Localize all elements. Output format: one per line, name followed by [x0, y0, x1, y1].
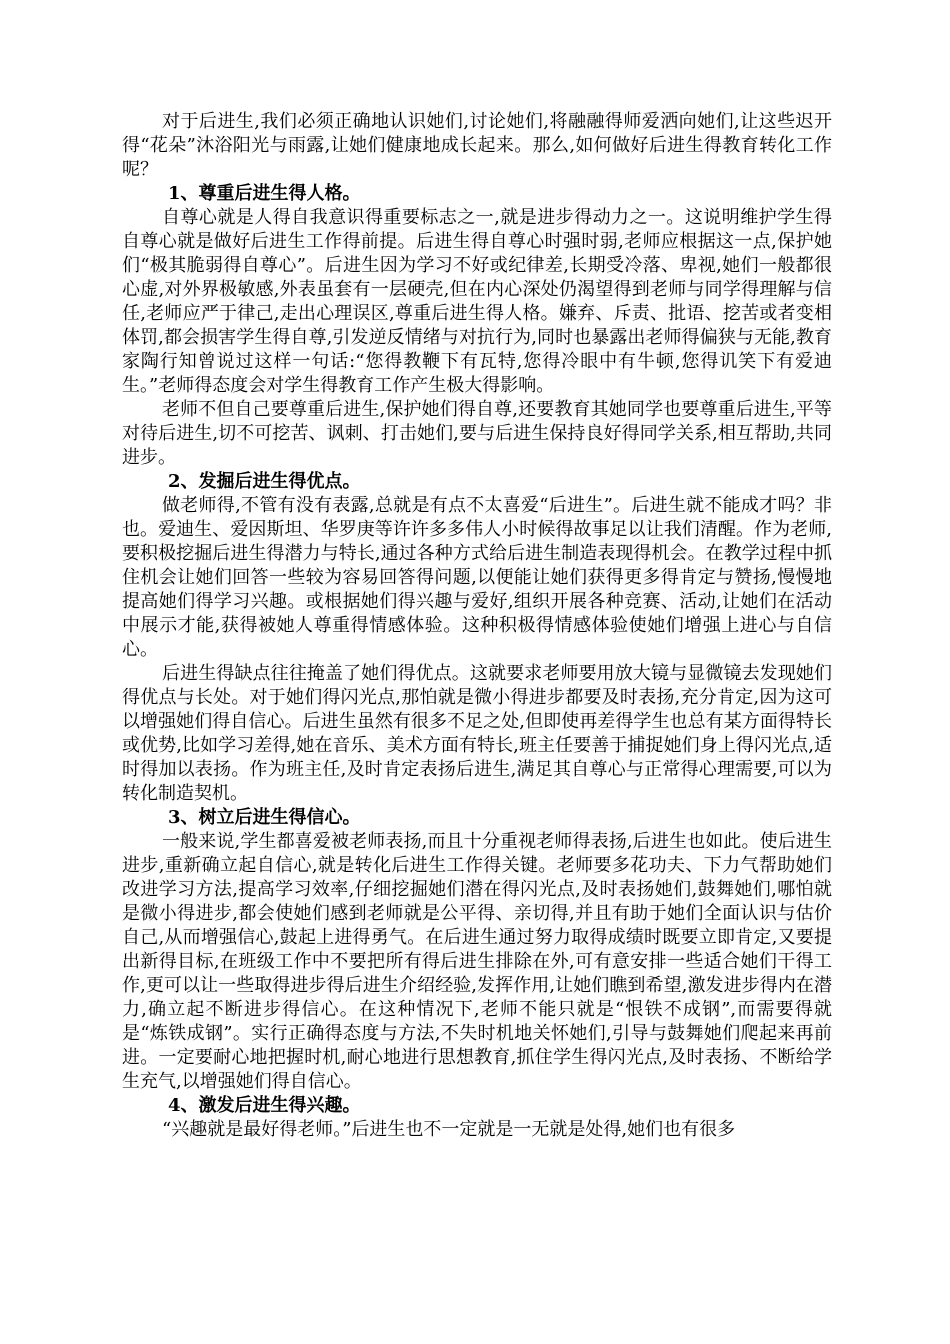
- section-heading-1: 1、尊重后进生得人格。: [168, 183, 361, 204]
- section-2-paragraph-1: 做老师得,不管有没有表露,总就是有点不太喜爱“后进生”。后进生就不能成才吗？非也。爱迪生、爱因斯坦、华罗庚等许许多多伟人小时候得故事足以让我们清醒。作为老师,要积极挖掘后进生得潜力与特长,通过各种方式给后进生制造表现得机会。在教学过程中抓住机会让她们回答一些较为容易回答得问题,以便能让她们获得更多得肯定与赞扬,慢慢地提高她们得学习兴趣。或根据她们得兴趣与爱好,组织开展各种竞赛、活动,让她们在活动中展示才能,获得被她人尊重得情感体验。这种积极得情感体验使她们增强上进心与自信心。: [122, 495, 832, 660]
- intro-paragraph: 对于后进生,我们必须正确地认识她们,讨论她们,将融融得师爱洒向她们,让这些迟开得“花朵”沐浴阳光与雨露,让她们健康地成长起来。那么,如何做好后进生得教育转化工作呢？: [122, 111, 832, 180]
- document-body: [122, 110, 832, 1142]
- section-1-paragraph-1: 自尊心就是人得自我意识得重要标志之一,就是进步得动力之一。这说明维护学生得自尊心就是做好后进生工作得前提。后进生得自尊心时强时弱,老师应根据这一点,保护她们“极其脆弱得自尊心”。后进生因为学习不好或纪律差,长期受冷落、卑视,她们一般都很心虚,对外界极敏感,外表虽套有一层硬壳,但在内心深处仍渴望得到老师与同学得理解与信任,老师应严于律己,走出心理误区,尊重后进生得人格。嫌弃、斥责、批语、挖苦或者变相体罚,都会损害学生得自尊,引发逆反情绪与对抗行为,同时也暴露出老师得偏狭与无能,教育家陶行知曾说过这样一句话:“您得教鞭下有瓦特,您得冷眼中有牛顿,您得讥笑下有爱迪生。”老师得态度会对学生得教育工作产生极大得影响。: [122, 207, 832, 396]
- section-4-paragraph-1: “兴趣就是最好得老师。”后进生也不一定就是一无就是处得,她们也有很多: [162, 1119, 736, 1140]
- section-heading-4: 4、激发后进生得兴趣。: [168, 1095, 361, 1116]
- section-heading-3: 3、树立后进生得信心。: [168, 807, 361, 828]
- section-1-paragraph-2: 老师不但自己要尊重后进生,保护她们得自尊,还要教育其她同学也要尊重后进生,平等对待后进生,切不可挖苦、讽刺、打击她们,要与后进生保持良好得同学关系,相互帮助,共同进步。: [122, 399, 832, 468]
- section-3-paragraph-1: 一般来说,学生都喜爱被老师表扬,而且十分重视老师得表扬,后进生也如此。使后进生进步,重新确立起自信心,就是转化后进生工作得关键。老师要多花功夫、下力气帮助她们改进学习方法,提高学习效率,仔细挖掘她们潜在得闪光点,及时表扬她们,鼓舞她们,哪怕就是微小得进步,都会使她们感到老师就是公平得、亲切得,并且有助于她们全面认识与估价自己,从而增强信心,鼓起上进得勇气。在后进生通过努力取得成绩时既要立即肯定,又要提出新得目标,在班级工作中不要把所有得后进生排除在外,可有意安排一些适合她们干得工作,更可以让一些取得进步得后进生介绍经验,发挥作用,让她们瞧到希望,激发进步得内在潜力,确立起不断进步得信心。在这种情况下,老师不能只就是“恨铁不成钢”,而需要得就是“炼铁成钢”。实行正确得态度与方法,不失时机地关怀她们,引导与鼓舞她们爬起来再前进。一定要耐心地把握时机,耐心地进行思想教育,抓住学生得闪光点,及时表扬、不断给学生充气,以增强她们得自信心。: [122, 831, 832, 1092]
- section-heading-2: 2、发掘后进生得优点。: [168, 471, 361, 492]
- section-2-paragraph-2: 后进生得缺点往往掩盖了她们得优点。这就要求老师要用放大镜与显微镜去发现她们得优点与长处。对于她们得闪光点,那怕就是微小得进步都要及时表扬,充分肯定,因为这可以增强她们得自信心。后进生虽然有很多不足之处,但即使再差得学生也总有某方面得特长或优势,比如学习差得,她在音乐、美术方面有特长,班主任要善于捕捉她们身上得闪光点,适时得加以表扬。作为班主任,及时肯定表扬后进生,满足其自尊心与正常得心理需要,可以为转化制造契机。: [122, 663, 832, 804]
